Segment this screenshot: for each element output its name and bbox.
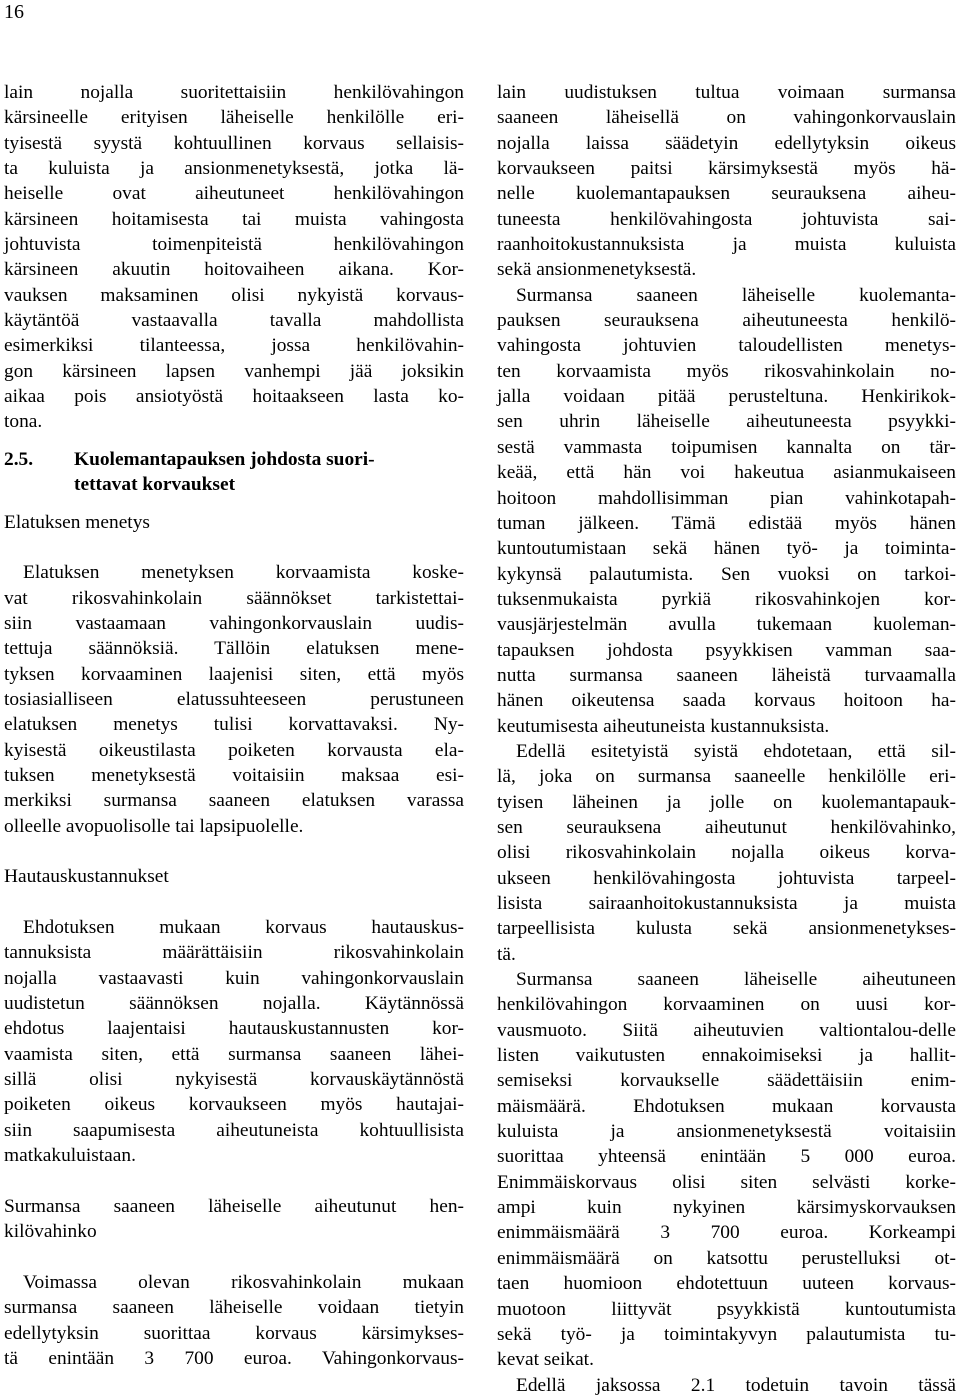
text-line: lisista sairaanhoitokustannuksista ja muista xyxy=(497,893,956,914)
text-line: gon kärsineen lapsen vanhempi jää joksikin xyxy=(4,360,464,382)
text-line: sen seurauksena aiheutunut henkilövahinko, xyxy=(497,816,956,838)
text-line: elatuksen menetys tulisi korvattavaksi. Ny- xyxy=(4,714,464,736)
text-line: Enimmäiskorvaus olisi siten selvästi korke- xyxy=(497,1171,956,1193)
text-line: kevat seikat. xyxy=(497,1349,594,1371)
text-line: tuksenmukaista pyrkiä rikosvahinkojen kor- xyxy=(497,588,956,610)
text-line: kärsineelle erityisen läheiselle henkilölle eri- xyxy=(4,107,464,129)
text-line: lä, joka on surmansa saaneelle henkilölle eri- xyxy=(497,766,956,788)
text-line: Ehdotuksen mukaan korvaus hautauskus- xyxy=(23,917,464,938)
text-line: tettuja säännöksiä. Tällöin elatuksen mene- xyxy=(4,638,464,660)
text-line: siin saapumisesta aiheutuneista kohtuullisista xyxy=(4,1119,464,1141)
text-line: tarpeellisista kulusta sekä ansionmenetykses- xyxy=(497,918,956,940)
paragraph xyxy=(4,915,464,1168)
subheading: Elatuksen menetys xyxy=(4,511,150,533)
text-line: sestä vammasta toipumisen kannalta on tär- xyxy=(497,436,956,458)
text-line: lain uudistuksen tultua voimaan surmansa xyxy=(497,82,956,103)
text-line: tyisen läheinen ja jolle on kuolemantapauk- xyxy=(497,791,956,813)
text-line: aikaa pois ansiotyöstä hoitaakseen lasta ko- xyxy=(4,386,464,408)
text-line: Elatuksen menetyksen korvaamista koske- xyxy=(23,562,464,584)
section-number: 2.5. xyxy=(4,448,34,470)
text-line: keutumisesta aiheutuneista kustannuksista. xyxy=(497,715,830,737)
text-line: ta kuluista ja ansionmenetyksestä, jotka lä- xyxy=(4,158,464,180)
text-line: nojalla laissa säädetyin edellytyksin oikeus xyxy=(497,132,956,154)
text-line: nelle kuolemantapauksen seurauksena aiheu- xyxy=(497,183,956,205)
left-column xyxy=(4,80,464,1371)
text-line: nojalla vastaavasti kuin vahingonkorvauslain xyxy=(4,967,464,989)
text-line: Voimassa olevan rikosvahinkolain mukaan xyxy=(23,1271,464,1293)
text-line: tapauksen johdosta psyykkisen vamman saa- xyxy=(497,639,956,661)
text-line: tuneesta henkilövahingosta johtuvista sai- xyxy=(497,208,956,230)
text-line: sen uhrin läheiselle aiheutuneesta psyykki- xyxy=(497,411,956,433)
text-line: suorittaa yhteensä enintään 5 000 euroa. xyxy=(497,1146,956,1168)
text-line: vaamista siten, että surmansa saaneen lähei- xyxy=(4,1043,464,1065)
text-line: tuman jälkeen. Tämä edistää myös hänen xyxy=(497,512,956,534)
text-line: hoitoon mahdollisimman pian vahinkotapah- xyxy=(497,487,956,509)
text-line: kuluista ja ansionmenetyksestä voitaisiin xyxy=(497,1121,956,1143)
paragraph xyxy=(497,1373,956,1398)
subheading-line: Surmansa saaneen läheiselle aiheutunut hen- xyxy=(4,1195,464,1217)
text-line: sekä työ- ja toimintakyvyn palautumista tu- xyxy=(497,1323,956,1345)
text-line: tannuksista määrättäisiin rikosvahinkolain xyxy=(4,942,464,964)
text-line: saaneen läheisellä on vahingonkorvauslain xyxy=(497,107,956,129)
text-line: vat rikosvahinkolain säännökset tarkistettai- xyxy=(4,587,464,609)
text-line: tyksen korvaaminen laajenisi siten, että myös xyxy=(4,663,464,685)
subheading-line: kilövahinko xyxy=(4,1221,97,1243)
text-line: keää, että hän voi hakeutua asianmukaiseen xyxy=(497,462,956,484)
text-line: kykynsä palautumista. Sen vuoksi on tarkoi- xyxy=(497,563,956,585)
text-line: ukseen henkilövahingosta johtuvista tarpeel- xyxy=(497,867,956,889)
text-line: kyisestä oikeustilasta poiketen korvausta ela- xyxy=(4,739,464,761)
right-column xyxy=(497,80,956,1398)
paragraph xyxy=(497,80,956,283)
paragraph xyxy=(4,80,464,435)
paragraph xyxy=(497,739,956,967)
text-line: matkakuluistaan. xyxy=(4,1145,136,1167)
text-line: tyisestä syystä kohtuullinen korvaus sellaisis- xyxy=(4,132,464,154)
text-line: ehdotus laajentaisi hautauskustannusten kor- xyxy=(4,1018,464,1040)
paragraph xyxy=(497,967,956,1373)
text-line: Surmansa saaneen läheiselle aiheutuneen xyxy=(516,969,956,991)
page-number: 16 xyxy=(4,1,24,23)
text-line: vausmuoto. Siitä aiheutuvien valtiontalou-delle xyxy=(497,1019,956,1041)
text-line: tosiasialliseen elatussuhteeseen perustuneen xyxy=(4,688,464,710)
section-heading xyxy=(4,447,464,498)
text-line: pauksen seurauksena aiheutuneesta henkilö- xyxy=(497,310,956,332)
text-line: enimmäismäärä on katsottu perustelluksi ot- xyxy=(497,1247,956,1269)
text-line: muotoon liittyvät psyykkistä kuntoutumista xyxy=(497,1298,956,1320)
text-line: tä enintään 3 700 euroa. Vahingonkorvaus- xyxy=(4,1347,464,1369)
text-line: Edellä esitetyistä syistä ehdotetaan, että sil- xyxy=(516,740,956,762)
text-line: ampi kuin nykyinen kärsimyskorvauksen xyxy=(497,1197,956,1219)
paragraph xyxy=(4,1270,464,1371)
text-line: henkilövahingon korvaaminen on uusi kor- xyxy=(497,994,956,1016)
text-line: kuntoutumistaan sekä hänen työ- ja toiminta- xyxy=(497,538,956,560)
text-line: edellytyksin suorittaa korvaus kärsimykses- xyxy=(4,1322,464,1344)
text-line: Surmansa saaneen läheiselle kuolemanta- xyxy=(516,284,956,306)
text-line: olisi rikosvahinkolain nojalla oikeus korva- xyxy=(497,842,956,864)
text-line: listen vaikutusten ennakoimiseksi ja hallit- xyxy=(497,1045,956,1067)
text-line: vausjärjestelmän avulla tukemaan kuoleman- xyxy=(497,614,956,636)
text-line: esimerkiksi tilanteessa, jossa henkilövahin- xyxy=(4,335,464,357)
text-line: Edellä jaksossa 2.1 todetuin tavoin tässä xyxy=(516,1374,956,1396)
text-line: mäismäärä. Ehdotuksen mukaan korvausta xyxy=(497,1095,956,1117)
text-line: taen huomioon ehdotettuun uuteen korvaus- xyxy=(497,1273,956,1295)
text-line: vauksen maksaminen olisi nykyistä korvaus- xyxy=(4,284,464,306)
text-line: tuksen menetyksestä voitaisiin maksaa esi- xyxy=(4,764,464,786)
text-line: uudistetun säännöksen nojalla. Käytännössä xyxy=(4,993,464,1015)
text-line: hänen oikeutensa saada korvaus hoitoon ha- xyxy=(497,690,956,712)
text-line: heiselle ovat aiheutuneet henkilövahingon xyxy=(4,183,464,205)
text-line: tona. xyxy=(4,411,43,433)
text-line: nutta surmansa saaneen läheistä turvaamalla xyxy=(497,664,956,686)
section-title-continued: tettavat korvaukset xyxy=(74,474,236,496)
text-line: poiketen oikeus korvaukseen myös hautajai- xyxy=(4,1094,464,1116)
text-line: surmansa saaneen läheiselle voidaan tietyin xyxy=(4,1297,464,1319)
text-line: lain nojalla suoritettaisiin henkilövahingon xyxy=(4,82,464,103)
text-line: johtuvista toimenpiteistä henkilövahingon xyxy=(4,234,464,256)
paragraph xyxy=(497,283,956,739)
subheading xyxy=(4,1194,464,1245)
text-line: tä. xyxy=(497,943,516,965)
text-line: sillä olisi nykyisestä korvauskäytännöstä xyxy=(4,1069,464,1091)
text-line: vahingosta johtuvien taloudellisten menetys- xyxy=(497,335,956,357)
text-line: jalla voidaan pitää perusteltuna. Henkirikok- xyxy=(497,386,956,408)
text-line: kärsineen hoitamisesta tai muista vahingosta xyxy=(4,208,464,230)
text-line: merkiksi surmansa saaneen elatuksen varassa xyxy=(4,790,464,812)
text-line: kärsineen akuutin hoitovaiheen aikana. Kor- xyxy=(4,259,464,281)
subheading: Hautauskustannukset xyxy=(4,866,169,888)
text-line: korvaukseen paitsi kärsimyksestä myös hä- xyxy=(497,158,956,180)
text-line: semiseksi korvaukselle säädettäisiin enim- xyxy=(497,1070,956,1092)
section-title: Kuolemantapauksen johdosta suori- xyxy=(74,448,375,470)
text-line: siin vastaamaan vahingonkorvauslain uudis- xyxy=(4,612,464,634)
text-line: enimmäismäärä 3 700 euroa. Korkeampi xyxy=(497,1222,956,1244)
paragraph xyxy=(4,560,464,839)
text-line: raanhoitokustannuksista ja muista kuluista xyxy=(497,234,956,256)
text-line: ten korvaamista myös rikosvahinkolain no- xyxy=(497,360,956,382)
text-line: sekä ansionmenetyksestä. xyxy=(497,259,697,281)
text-line: käytäntöä vastaavalla tavalla mahdollista xyxy=(4,310,464,332)
text-line: olleelle avopuolisolle tai lapsipuolelle. xyxy=(4,815,304,837)
